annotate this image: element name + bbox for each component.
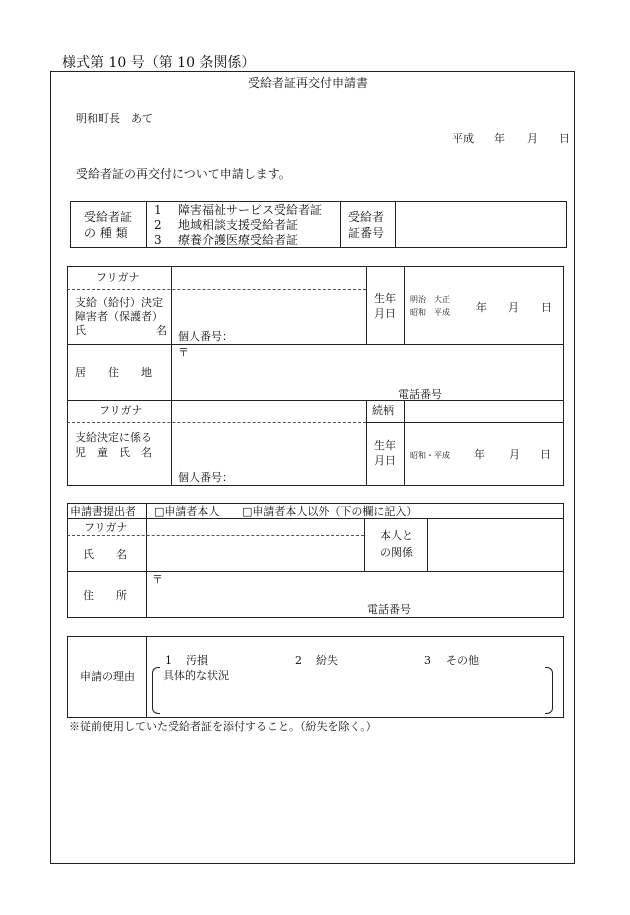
cert-number-label-2: 証番号: [348, 226, 385, 240]
child-name-label-1: 支給決定に係る: [75, 431, 152, 444]
cert-type-label-1: 受給者証: [84, 210, 133, 224]
date-era: 平成: [452, 132, 474, 145]
detail-bracket-right: [545, 667, 553, 714]
furigana-field[interactable]: [172, 267, 365, 288]
residence-field[interactable]: [172, 345, 563, 399]
cert-option-num-3: 3: [154, 233, 162, 247]
addressee: 明和町長 あて: [76, 112, 153, 125]
reason-option-soiled[interactable]: 汚損: [186, 654, 208, 667]
intro-text: 受給者証の再交付について申請します。: [76, 167, 291, 181]
birth2-day: 日: [540, 448, 551, 461]
form-title: 受給者証再交付申請書: [248, 76, 369, 90]
submitter-name-label: 氏 名: [83, 548, 127, 561]
birth2-month: 月: [509, 448, 520, 461]
relation-label-2: の関係: [380, 546, 413, 559]
reason-num-3: 3: [424, 654, 431, 667]
relationship-field[interactable]: [405, 401, 563, 421]
recipient-name-field[interactable]: [172, 290, 365, 326]
relation-field[interactable]: [428, 519, 563, 570]
birth-label-1: 生年: [374, 292, 396, 305]
date-day: 日: [559, 132, 570, 145]
submitter-other-checkbox[interactable]: □申請者本人以外（下の欄に記入）: [242, 505, 418, 518]
phone-label: 電話番号: [398, 388, 442, 401]
submitter-address-label: 住 所: [83, 589, 127, 602]
detail-bracket-left: [152, 667, 160, 714]
reason-num-1: 1: [165, 654, 172, 667]
submitter-address-field[interactable]: [147, 572, 563, 617]
child-name-field[interactable]: [172, 423, 365, 463]
cert-option-num-2: 2: [154, 218, 162, 232]
era-options-bottom: 昭和 平成: [410, 308, 450, 317]
era2-options: 昭和・平成: [410, 451, 450, 460]
submitter-postal-mark: 〒: [152, 573, 163, 586]
recipient-name-label-1: 支給（給付）決定: [75, 296, 163, 309]
detail-label: 具体的な状況: [163, 669, 229, 682]
birth-year: 年: [476, 301, 487, 314]
cert-option-3: 療養介護医療受給者証: [178, 233, 299, 247]
birth-day: 日: [541, 301, 552, 314]
era-options-top: 明治 大正: [410, 295, 450, 304]
child-name-label-2: 児 童 氏 名: [75, 446, 152, 459]
my-number-label: 個人番号：: [178, 330, 233, 343]
recipient-name-label-2: 障害者（保護者）: [75, 310, 163, 323]
submitter-furigana-label: フリガナ: [84, 521, 128, 534]
birth2-label-2: 月日: [374, 454, 396, 467]
cert-option-num-1: 1: [154, 203, 162, 217]
relationship-label: 続柄: [372, 404, 394, 417]
relation-label-1: 本人と: [380, 529, 413, 542]
reason-label: 申請の理由: [80, 670, 135, 683]
cert-option-2: 地域相談支援受給者証: [178, 218, 299, 232]
submitter-furigana-field[interactable]: [147, 519, 363, 534]
residence-label: 居 住 地: [75, 366, 152, 379]
submitter-self-checkbox[interactable]: □申請者本人: [154, 505, 220, 518]
cert-option-1: 障害福祉サービス受給者証: [178, 203, 323, 217]
furigana-label: フリガナ: [96, 271, 140, 284]
attachment-note: ※従前使用していた受給者証を添付すること。（紛失を除く。）: [69, 720, 377, 733]
birth-month: 月: [508, 301, 519, 314]
reason-option-other[interactable]: その他: [446, 654, 479, 667]
birth-label-2: 月日: [374, 307, 396, 320]
birth2-year: 年: [474, 448, 485, 461]
form-number: 様式第 10 号（第 10 条関係）: [62, 55, 256, 71]
recipient-name-label-3a: 氏: [75, 324, 86, 337]
reason-num-2: 2: [295, 654, 302, 667]
date-year: 年: [494, 132, 505, 145]
birth2-label-1: 生年: [374, 439, 396, 452]
recipient-name-label-3b: 名: [156, 324, 167, 337]
submitter-name-field[interactable]: [147, 536, 363, 570]
submitter-phone-label: 電話番号: [367, 603, 411, 616]
my-number-label-2: 個人番号：: [178, 471, 233, 484]
cert-type-label-2: の 種 類: [84, 226, 128, 240]
furigana-label-2: フリガナ: [99, 404, 143, 417]
detail-field[interactable]: [162, 684, 542, 712]
submitter-label: 申請書提出者: [70, 505, 136, 518]
cert-number-field[interactable]: [396, 202, 566, 247]
date-month: 月: [527, 132, 538, 145]
cert-number-label-1: 受給者: [348, 210, 385, 224]
reason-option-lost[interactable]: 紛失: [316, 654, 338, 667]
postal-mark: 〒: [178, 346, 189, 359]
